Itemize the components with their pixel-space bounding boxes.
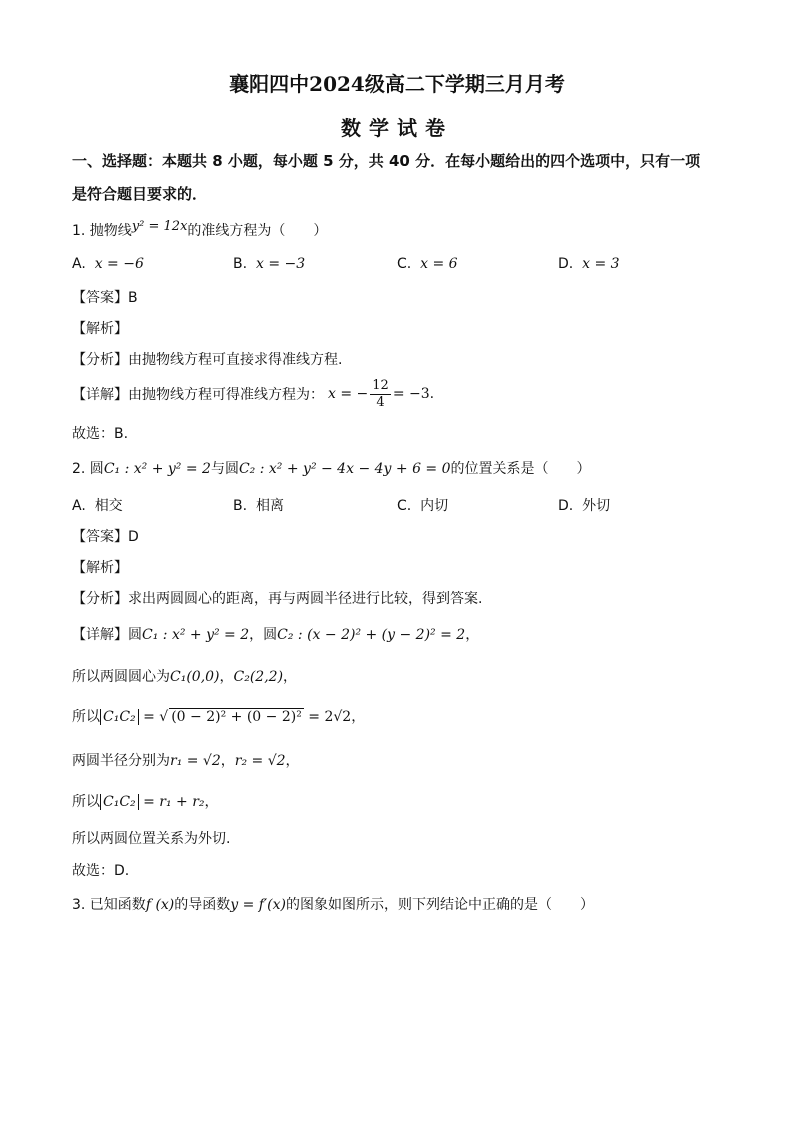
option-text: 外切 (582, 498, 611, 514)
q1-answer: 【答案】B (72, 290, 138, 306)
option-letter: C. (397, 256, 412, 272)
option-text: 内切 (420, 498, 449, 514)
q2-relation-prefix: 所以 (72, 794, 100, 810)
q2-distance-prefix: 所以 (72, 709, 100, 725)
q1-detail-rhs: = −3 (392, 386, 430, 402)
q3-stem (72, 894, 594, 914)
option-letter: A. (72, 498, 86, 514)
q1-detail (72, 376, 434, 412)
q2-center-c2: C₂(2,2) (233, 669, 284, 685)
q2-option-b (233, 495, 284, 515)
q2-stem (72, 458, 591, 478)
q2-conclusion: 故选：D. (72, 863, 130, 879)
q2-distance-rhs: = 2√2 (308, 709, 352, 725)
q1-detail-lhs: x = − (328, 386, 369, 402)
option-letter: D. (558, 256, 574, 272)
option-letter: A. (72, 256, 86, 272)
q2-radii (72, 750, 300, 770)
q1-conclusion: 故选：B. (72, 426, 129, 442)
q1-suffix: 的准线方程为（ ） (187, 223, 328, 239)
q1-stem (72, 220, 327, 240)
q2-distance-end: ， (351, 709, 366, 725)
q3-prefix: 3. 已知函数 (72, 897, 146, 913)
q3-mid: 的导函数 (174, 897, 231, 913)
q2-centers (72, 666, 297, 686)
section-heading-line1: 一、选择题：本题共 8 小题，每小题 5 分，共 40 分．在每小题给出的四个选项中，只有一项 (72, 152, 701, 170)
option-text: x = −6 (94, 256, 144, 272)
q2-circle1: C₁ : x² + y² = 2 (103, 461, 211, 477)
q2-prefix: 2. 圆 (72, 461, 104, 477)
q2-analysis-heading: 【解析】 (72, 560, 128, 576)
q3-suffix: 的图象如图所示，则下列结论中正确的是（ ） (286, 897, 594, 913)
q2-suffix: 的位置关系是（ ） (450, 461, 591, 477)
q3-derivative: y = f′(x) (230, 897, 286, 913)
q2-relation (72, 791, 219, 811)
exam-title: 襄阳四中2024级高二下学期三月月考 (229, 72, 565, 96)
q2-circle2: C₂ : x² + y² − 4x − 4y + 6 = 0 (238, 461, 451, 477)
q2-distance-sqrt: (0 − 2)² + (0 − 2)² (171, 709, 302, 725)
q2-analysis: 【分析】求出两圆圆心的距离，再与两圆半径进行比较，得到答案. (72, 591, 483, 607)
q3-function: f (x) (145, 897, 175, 913)
option-letter: B. (233, 498, 248, 514)
q2-option-c (397, 495, 448, 515)
q2-relation-end: ， (204, 794, 219, 810)
q2-radii-end: ， (285, 753, 300, 769)
q2-radii-prefix: 两圆半径分别为 (72, 753, 170, 769)
q2-option-d (558, 495, 610, 515)
q1-equation: y² = 12x (131, 219, 188, 234)
q2-detail-mid: ，圆 (249, 627, 278, 643)
q2-relation-abs: C₁C₂ (100, 794, 139, 810)
q2-detail-circle2: C₂ : (x − 2)² + (y − 2)² = 2 (277, 627, 466, 643)
q2-distance-abs: C₁C₂ (100, 709, 139, 725)
q2-detail-prefix: 【详解】圆 (72, 627, 142, 643)
q2-relation-rhs: = r₁ + r₂ (143, 794, 205, 810)
option-letter: C. (397, 498, 412, 514)
sqrt-icon: √ (159, 709, 169, 725)
q1-option-b (233, 256, 305, 272)
section-heading-line2: 是符合题目要求的． (72, 185, 208, 203)
q2-detail (72, 624, 479, 644)
q1-detail-end: . (429, 386, 435, 402)
q2-radii-sep: ， (220, 753, 235, 769)
q2-answer: 【答案】D (72, 529, 139, 545)
option-text: 相离 (255, 498, 284, 514)
fraction-numerator: 12 (372, 377, 389, 393)
q2-center-c1: C₁(0,0) (170, 669, 220, 685)
q2-option-a (72, 495, 123, 515)
q1-detail-prefix: 【详解】由抛物线方程可得准线方程为： (72, 387, 324, 403)
q2-centers-sep: ， (219, 669, 234, 685)
option-letter: B. (233, 256, 248, 272)
q2-distance (72, 706, 365, 726)
q2-radius-r2: r₂ = √2 (234, 753, 286, 769)
q1-option-a (72, 256, 144, 272)
option-text: x = −3 (255, 256, 306, 272)
option-text: 相交 (94, 498, 123, 514)
q2-mid: 与圆 (210, 461, 239, 477)
option-text: x = 6 (420, 256, 458, 272)
q1-analysis-heading: 【解析】 (72, 321, 128, 337)
option-text: x = 3 (582, 256, 620, 272)
q1-analysis: 【分析】由抛物线方程可直接求得准线方程. (72, 352, 343, 368)
q2-position: 所以两圆位置关系为外切. (72, 831, 231, 847)
fraction-denominator: 4 (376, 394, 385, 410)
q2-centers-end: ， (283, 669, 298, 685)
q2-detail-end: ， (465, 627, 480, 643)
q1-option-d (558, 256, 620, 272)
q2-distance-eq: = (143, 709, 155, 725)
exam-subtitle: 数学试卷 (341, 116, 453, 140)
q2-detail-circle1: C₁ : x² + y² = 2 (142, 627, 250, 643)
q2-centers-prefix: 所以两圆圆心为 (72, 669, 170, 685)
q1-option-c (397, 256, 458, 272)
q2-radius-r1: r₁ = √2 (170, 753, 221, 769)
q1-prefix: 1. 抛物线 (72, 223, 132, 239)
option-letter: D. (558, 498, 574, 514)
q1-detail-fraction (370, 378, 391, 411)
